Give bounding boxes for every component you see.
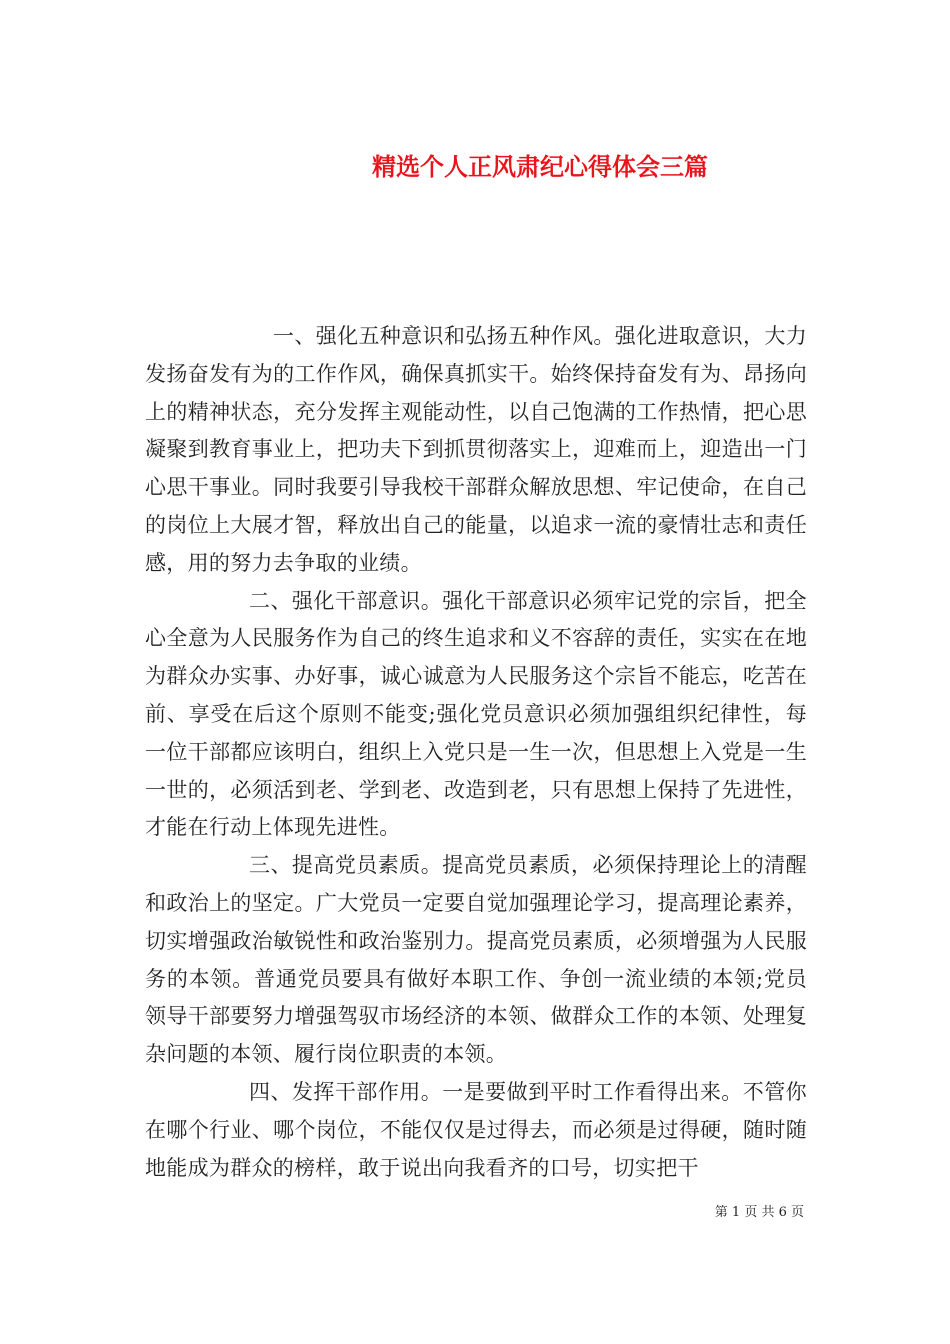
page-title: 精选个人正风肃纪心得体会三篇: [372, 152, 708, 182]
paragraph-2: 二、强化干部意识。强化干部意识必须牢记党的宗旨，把全心全意为人民服务作为自己的终生追求和义不容辞的责任，实实在在地为群众办实事、办好事，诚心诚意为人民服务这个宗旨不能忘，吃苦在前、享受在后这个原则不能变;强化党员意识必须加强组织纪律性，每一位干部都应该明白，组织上入党只是一生一次，但思想上入党是一生一世的，必须活到老、学到老、改造到老，只有思想上保持了先进性，才能在行动上体现先进性。: [145, 588, 807, 840]
paragraph-4: 四、发挥干部作用。一是要做到平时工作看得出来。不管你在哪个行业、哪个岗位，不能仅仅是过得去，而必须是过得硬，随时随地能成为群众的榜样，敢于说出向我看齐的口号，切实把干: [145, 1079, 807, 1180]
paragraph-1: 一、强化五种意识和弘扬五种作风。强化进取意识，大力发扬奋发有为的工作作风，确保真抓实干。始终保持奋发有为、昂扬向上的精神状态，充分发挥主观能动性，以自己饱满的工作热情，把心思凝聚到教育事业上，把功夫下到抓贯彻落实上，迎难而上，迎造出一门心思干事业。同时我要引导我校干部群众解放思想、牢记使命，在自己的岗位上大展才智，释放出自己的能量，以追求一流的豪情壮志和责任感，用的努力去争取的业绩。: [145, 324, 807, 575]
page-number-footer: 第 1 页 共 6 页: [714, 1205, 804, 1220]
document-body: [145, 318, 807, 1187]
paragraph-3: 三、提高党员素质。提高党员素质，必须保持理论上的清醒和政治上的坚定。广大党员一定要自觉加强理论学习，提高理论素养，切实增强政治敏锐性和政治鉴别力。提高党员素质，必须增强为人民服务的本领。普通党员要具有做好本职工作、争创一流业绩的本领;党员领导干部要努力增强驾驭市场经济的本领、做群众工作的本领、处理复杂问题的本领、履行岗位职责的本领。: [145, 853, 807, 1067]
